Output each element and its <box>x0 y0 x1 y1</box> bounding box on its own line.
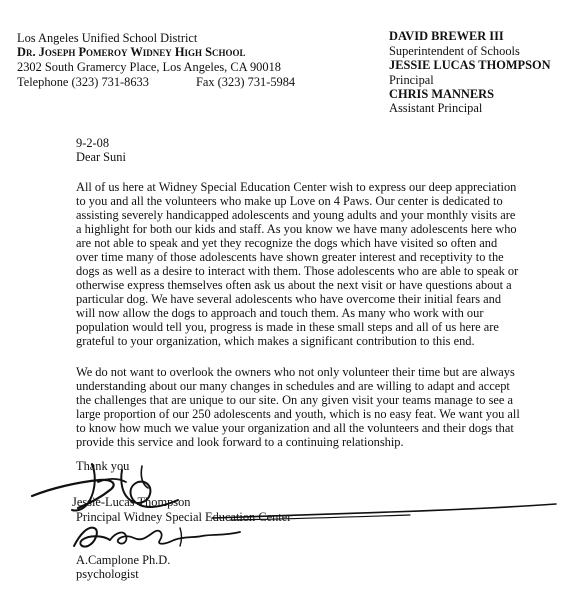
signatory-name: A.Camplone Ph.D. <box>76 553 171 567</box>
school-name: Dr. Joseph Pomeroy Widney High School <box>17 45 246 59</box>
body-line: understanding about our many changes in schedules and are willing to adapt and accept <box>76 379 510 393</box>
body-line: population would tell you, progress is made in these small steps and all of us here are <box>76 320 499 334</box>
signatory-title: Principal Widney Special Education Center <box>76 510 292 524</box>
body-line: to you and all the volunteers who make up Love on 4 Paws. Our center is dedicated to <box>76 194 503 208</box>
signatory-title: psychologist <box>76 567 139 581</box>
body-line: assisting severely handicapped adolescents and young adults and your monthly visits are <box>76 208 516 222</box>
body-line: otherwise express themselves often ask us about the next visit or have questions about a <box>76 278 512 292</box>
body-line: a highlight for both our kids and staff. As you know we have many adolescents here who <box>76 222 517 236</box>
staff-title: Principal <box>389 73 434 87</box>
staff-name: DAVID BREWER III <box>389 29 504 43</box>
body-line: will now allow the dogs to approach and touch them. As many who work with our <box>76 306 484 320</box>
staff-name: JESSIE LUCAS THOMPSON <box>389 58 551 72</box>
staff-title: Superintendent of Schools <box>389 44 520 58</box>
staff-name: CHRIS MANNERS <box>389 87 494 101</box>
school-address: 2302 South Gramercy Place, Los Angeles, CA 90018 <box>17 60 281 74</box>
body-line: over time many of those adolescents have shown greater interest and receptivity to the <box>76 250 504 264</box>
psychologist-signature <box>70 522 250 552</box>
body-line: are not able to speak and yet they recognize the dogs which have visited so often and <box>76 236 498 250</box>
body-line: We do not want to overlook the owners who not only volunteer their time but are always <box>76 365 515 379</box>
closing: Thank you <box>76 459 130 473</box>
district-name: Los Angeles Unified School District <box>17 31 198 45</box>
signatory-name: Jessie-Lucas Thompson <box>72 495 191 509</box>
salutation: Dear Suni <box>76 150 126 164</box>
letter-date: 9-2-08 <box>76 136 110 150</box>
staff-title: Assistant Principal <box>389 101 483 115</box>
body-line: to know how much we value your organization and all the volunteers and their dogs that <box>76 421 514 435</box>
body-line: particular dog. We have several adolescents who have overcome their initial fears and <box>76 292 502 306</box>
body-line: provide this service and look forward to a continuing relationship. <box>76 435 404 449</box>
body-line: large proportion of our 250 adolescents and youth, which is no easy feat. We want you all <box>76 407 520 421</box>
telephone: Telephone (323) 731-8633 <box>17 75 149 89</box>
fax: Fax (323) 731-5984 <box>196 75 296 89</box>
body-line: grateful to your organization, which makes a significant contribution to this end. <box>76 334 475 348</box>
body-line: All of us here at Widney Special Education Center wish to express our deep appreciation <box>76 180 517 194</box>
body-line: the challenges that are unique to our site. On any given visit your teams manage to see a <box>76 393 513 407</box>
body-line: dogs as well as a desire to interact with them. Those adolescents who are able to speak or <box>76 264 519 278</box>
